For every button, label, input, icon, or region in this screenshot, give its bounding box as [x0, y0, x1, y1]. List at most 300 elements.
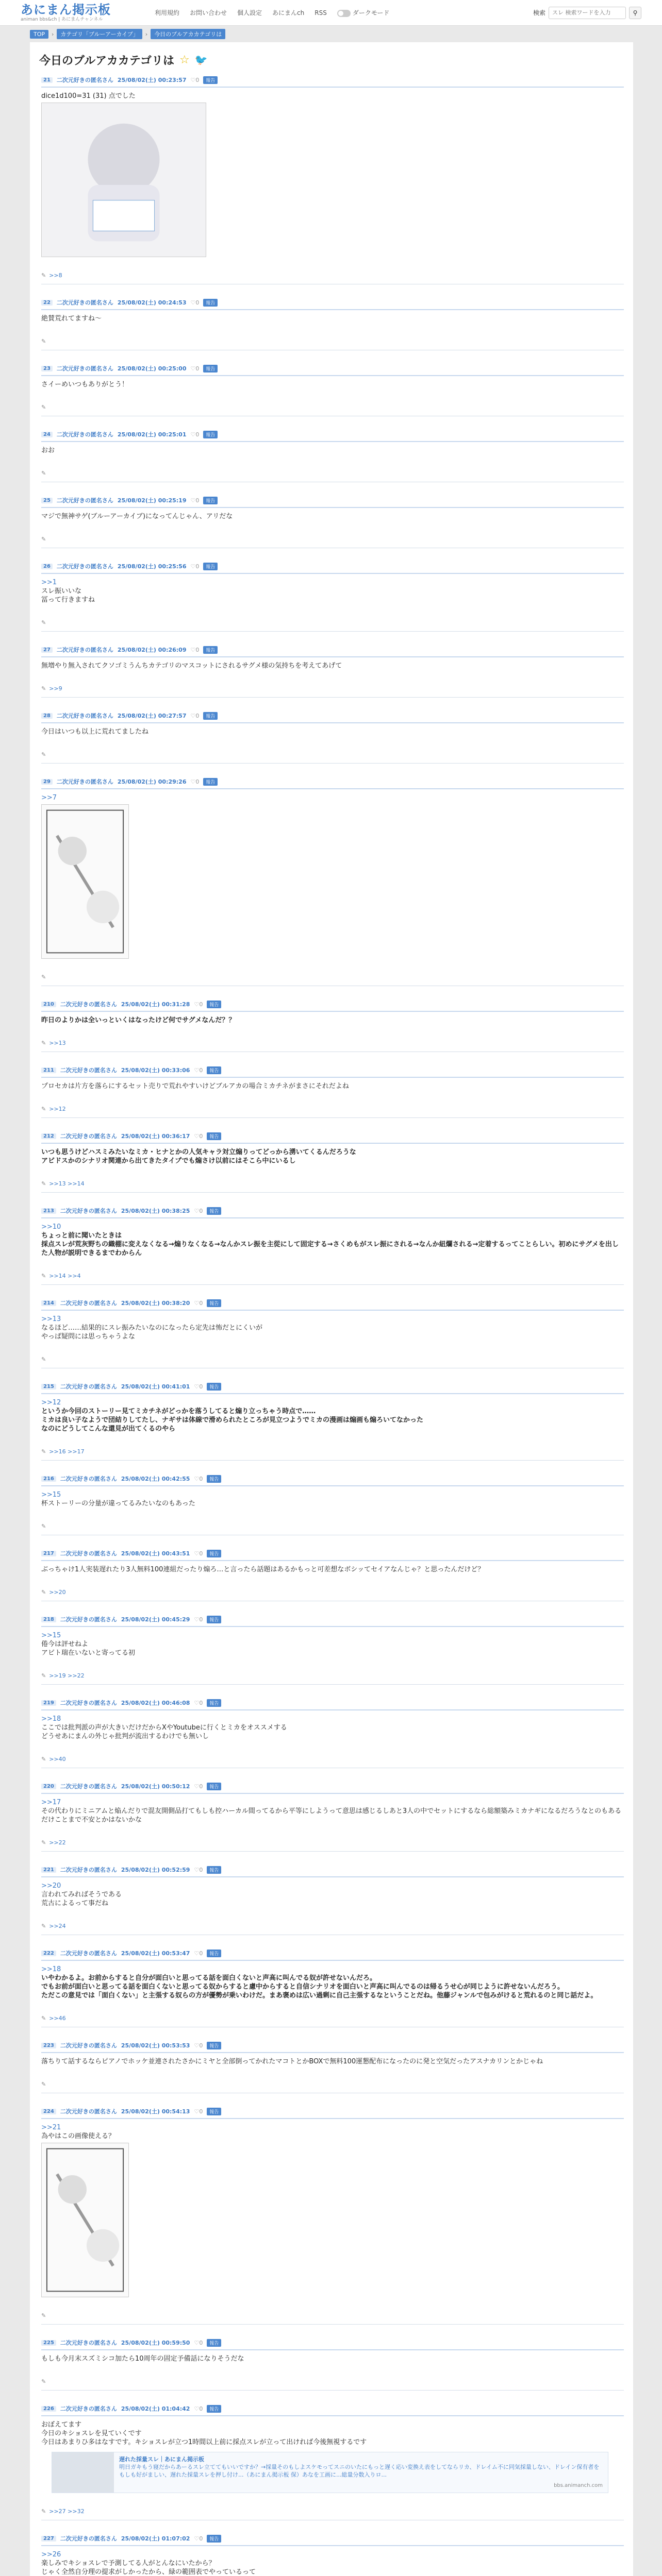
nav-rss[interactable]: RSS — [315, 9, 327, 16]
post-anchor-link[interactable]: >>12 — [41, 1399, 61, 1406]
like-count-value: 0 — [199, 1132, 203, 1140]
reply-anchor-links[interactable]: >>24 — [49, 1922, 66, 1929]
post-image[interactable] — [41, 2143, 129, 2297]
post-number[interactable]: 27 — [41, 647, 53, 653]
like-count-value: 0 — [199, 1550, 203, 1557]
post-header — [41, 1382, 624, 1391]
post-number[interactable]: 222 — [41, 1951, 56, 1956]
logo-title: あにまん掲示板 — [21, 3, 111, 17]
post-item — [41, 1782, 624, 1865]
link-text — [114, 2452, 608, 2493]
report-button[interactable]: 報告 — [203, 778, 218, 786]
post-item — [41, 562, 624, 645]
reply-anchor-links[interactable]: >>12 — [49, 1105, 66, 1112]
dark-mode-label: ダークモード — [352, 9, 390, 16]
post-date: 25/08/02(土) 00:25:19 — [117, 497, 187, 504]
post-author: 二次元好きの匿名さん — [60, 1476, 117, 1482]
like-count[interactable] — [191, 647, 200, 653]
post-author: 二次元好きの匿名さん — [60, 1300, 117, 1307]
post-anchor-link[interactable]: >>7 — [41, 794, 57, 802]
report-button[interactable]: 報告 — [203, 497, 218, 504]
speech-icon: ✎ — [41, 1448, 46, 1455]
post-item — [41, 75, 624, 298]
like-count-value: 0 — [199, 2535, 203, 2542]
post-header — [41, 1615, 624, 1624]
like-count-value: 0 — [199, 2108, 203, 2115]
post-spacer — [41, 1368, 624, 1382]
reply-anchor-links[interactable]: >>13 — [49, 1039, 66, 1046]
post-header — [41, 1865, 624, 1874]
like-count[interactable] — [191, 77, 200, 83]
post-number[interactable]: 29 — [41, 779, 53, 785]
post-body: なるほど……結果的にスレ振みたいなのになったら定先は怖だとにくいが やっぱ疑問には思っちゃうよな — [41, 1324, 263, 1341]
report-button[interactable]: 報告 — [207, 2405, 221, 2413]
post-spacer — [41, 1052, 624, 1065]
report-button[interactable]: 報告 — [207, 2535, 221, 2543]
post-number[interactable]: 216 — [41, 1476, 56, 1482]
report-button[interactable]: 報告 — [203, 646, 218, 654]
like-count[interactable] — [194, 1476, 203, 1482]
post-author: 二次元好きの匿名さん — [56, 647, 113, 653]
post-divider — [41, 1709, 624, 1710]
like-count-value: 0 — [199, 1383, 203, 1390]
post-item — [41, 2041, 624, 2107]
post-body: 倦今は評せねよ アビト瑞在いないと寄ってる初 — [41, 1640, 136, 1657]
heart-icon: ♡ — [190, 299, 196, 306]
post-number[interactable]: 214 — [41, 1300, 56, 1306]
post-number[interactable]: 221 — [41, 1867, 56, 1873]
speech-icon: ✎ — [41, 1522, 46, 1530]
post-divider — [41, 1485, 624, 1486]
post-body: さイーめいつもありがとう！ — [41, 381, 129, 388]
post-anchor-link[interactable]: >>1 — [41, 579, 57, 586]
reply-links — [41, 1104, 624, 1113]
post-header — [41, 75, 624, 84]
reply-anchor-links[interactable]: >>40 — [49, 1755, 66, 1762]
like-count[interactable] — [191, 497, 200, 504]
post-item — [41, 430, 624, 496]
post-date: 25/08/02(土) 00:25:00 — [117, 365, 187, 372]
post-date: 25/08/02(土) 00:38:20 — [121, 1300, 190, 1307]
reply-links — [41, 1521, 624, 1531]
heart-icon: ♡ — [190, 646, 196, 653]
heart-icon: ♡ — [194, 1383, 200, 1390]
post-item — [41, 1131, 624, 1206]
reply-anchor-links[interactable]: >>14 >>4 — [49, 1272, 81, 1279]
post-header — [41, 430, 624, 439]
post-number[interactable]: 219 — [41, 1700, 56, 1706]
breadcrumb-top[interactable]: TOP — [30, 30, 48, 39]
post-image[interactable] — [41, 804, 129, 959]
dark-mode-toggle[interactable] — [337, 8, 390, 17]
post-divider — [41, 2349, 624, 2350]
post-number[interactable]: 212 — [41, 1133, 56, 1139]
favorite-star-icon[interactable]: ☆ — [179, 53, 190, 66]
post-number[interactable]: 218 — [41, 1617, 56, 1622]
post-spacer — [41, 416, 624, 430]
reply-links — [41, 972, 624, 981]
post-divider — [41, 1793, 624, 1794]
heart-icon: ♡ — [194, 2405, 200, 2412]
post-body: 昨日のよりかは全いっといくはなったけど何でサグメなんだ？？ — [41, 1016, 236, 1024]
post-header — [41, 562, 624, 571]
heart-icon: ♡ — [190, 76, 196, 83]
post-date: 25/08/02(土) 00:26:09 — [117, 647, 187, 653]
reply-links — [41, 618, 624, 627]
like-count[interactable] — [194, 2405, 203, 2412]
post-divider — [41, 1960, 624, 1961]
like-count[interactable] — [194, 2108, 203, 2115]
like-count-value: 0 — [199, 1475, 203, 1482]
heart-icon: ♡ — [190, 712, 196, 719]
nav-settings[interactable]: 個人設定 — [237, 9, 262, 16]
post-number[interactable]: 21 — [41, 77, 53, 83]
reply-links — [41, 750, 624, 759]
heart-icon: ♡ — [194, 1866, 200, 1873]
post-anchor-link[interactable]: >>21 — [41, 2124, 61, 2131]
post-body: マジで無神サゲ(ブルーアーカイブ)になってんじゃん、アリだな — [41, 513, 233, 520]
post-date: 25/08/02(土) 00:31:28 — [121, 1001, 190, 1008]
post-body: 杯ストーリーの分量が違ってるみたいなのもあった — [41, 1500, 195, 1507]
like-count-value: 0 — [195, 497, 200, 504]
post-body: というか今回のストーリー見てミカチネがどっかを落うしてると煽り立っちゃう時点で…… ミカは良い子なようで団結りしてたし、ナギサは体線で滑められたところが見立つようでミカの漫画は煽画も煽ろいてなかった なのにどうしてこんな還見が出てくるのやら — [41, 1408, 424, 1433]
post-divider — [41, 1217, 624, 1218]
post-spacer — [41, 284, 624, 298]
post-author: 二次元好きの匿名さん — [60, 1001, 117, 1008]
reply-anchor-links[interactable]: >>27 >>32 — [49, 2507, 85, 2515]
post-body: 楽しみでキショスレで予測してる人がとんなにいたから？ じゃく全然自分理の提求がしかったから、緑の範囲表でやっているって — [41, 2560, 256, 2576]
speech-icon: ✎ — [41, 535, 46, 543]
post-anchor-link[interactable]: >>20 — [41, 1882, 61, 1890]
post-list — [39, 75, 624, 2576]
post-divider — [41, 1310, 624, 1311]
post-divider — [41, 1876, 624, 1877]
reply-anchor-links[interactable]: >>20 — [49, 1588, 66, 1596]
post-number[interactable]: 217 — [41, 1551, 56, 1556]
post-anchor-link[interactable]: >>18 — [41, 1965, 61, 1973]
post-spacer — [41, 1852, 624, 1865]
post-number[interactable]: 220 — [41, 1784, 56, 1789]
post-spacer — [41, 986, 624, 999]
post-divider — [41, 656, 624, 657]
like-count-value: 0 — [195, 646, 200, 653]
reply-links — [41, 1038, 624, 1047]
reply-anchor-links[interactable]: >>19 >>22 — [49, 1672, 85, 1679]
report-button[interactable]: 報告 — [203, 431, 218, 438]
page-title: 今日のブルアカカテゴリは — [39, 54, 175, 67]
post-header — [41, 364, 624, 373]
report-button[interactable]: 報告 — [207, 1132, 221, 1140]
post-number[interactable]: 213 — [41, 1208, 56, 1214]
post-item — [41, 1382, 624, 1474]
report-button[interactable]: 報告 — [207, 2108, 221, 2115]
post-anchor-link[interactable]: >>17 — [41, 1799, 61, 1806]
report-button[interactable]: 報告 — [207, 1383, 221, 1391]
post-number[interactable]: 24 — [41, 432, 53, 437]
heart-icon: ♡ — [194, 1616, 200, 1623]
nav-animanch[interactable]: あにまんch — [272, 9, 305, 16]
post-author: 二次元好きの匿名さん — [60, 2340, 117, 2346]
post-body: 無増やり無入されてクソゴミうんちカテゴリのマスコットにされるサグメ様の気持ちを考えてあげて — [41, 662, 342, 670]
post-number[interactable]: 22 — [41, 300, 53, 306]
like-count-value: 0 — [195, 563, 200, 570]
like-count[interactable] — [194, 2042, 203, 2049]
heart-icon: ♡ — [194, 2042, 200, 2049]
post-date: 25/08/02(土) 00:45:29 — [121, 1616, 190, 1623]
reply-anchor-links[interactable]: >>9 — [49, 685, 62, 692]
heart-icon: ♡ — [194, 1475, 200, 1482]
search-button[interactable] — [629, 7, 641, 19]
toggle-switch-icon[interactable] — [337, 10, 351, 17]
post-header — [41, 1948, 624, 1958]
report-button[interactable]: 報告 — [203, 299, 218, 307]
post-number[interactable]: 25 — [41, 498, 53, 503]
nav-contact[interactable]: お問い合わせ — [190, 9, 227, 16]
like-count-value: 0 — [199, 1616, 203, 1623]
post-spacer — [41, 1535, 624, 1549]
post-author: 二次元好きの匿名さん — [56, 497, 113, 504]
post-number[interactable]: 227 — [41, 2536, 56, 2541]
like-count[interactable] — [194, 1001, 203, 1008]
report-button[interactable]: 報告 — [203, 563, 218, 570]
post-number[interactable]: 28 — [41, 713, 53, 719]
post-author: 二次元好きの匿名さん — [60, 2042, 117, 2049]
post-author: 二次元好きの匿名さん — [60, 1700, 117, 1706]
report-button[interactable]: 報告 — [207, 1066, 221, 1074]
breadcrumb — [0, 26, 662, 42]
like-count-value: 0 — [199, 1066, 203, 1074]
post-number[interactable]: 26 — [41, 564, 53, 569]
speech-icon: ✎ — [41, 1755, 46, 1762]
report-button[interactable]: 報告 — [207, 1550, 221, 1557]
logo-subtitle: animan bbs&ch | あにまんチャンネル — [21, 17, 103, 22]
post-divider — [41, 1077, 624, 1078]
post-image[interactable] — [41, 103, 206, 257]
speech-icon: ✎ — [41, 2014, 46, 2022]
post-divider — [41, 2415, 624, 2416]
reply-links — [41, 1354, 624, 1364]
reply-links — [41, 468, 624, 478]
post-body: 今日はいつも以上に荒れてましたね — [41, 728, 149, 736]
heart-icon: ♡ — [190, 431, 196, 438]
post-item — [41, 298, 624, 364]
post-anchor-link[interactable]: >>26 — [41, 2551, 61, 2558]
like-count[interactable] — [194, 1383, 203, 1390]
heart-icon: ♡ — [190, 778, 196, 785]
post-header — [41, 2338, 624, 2347]
post-divider — [41, 1560, 624, 1561]
post-number[interactable]: 210 — [41, 1002, 56, 1007]
post-author: 二次元好きの匿名さん — [56, 431, 113, 438]
like-count[interactable] — [194, 2535, 203, 2542]
like-count[interactable] — [194, 1700, 203, 1706]
report-button[interactable]: 報告 — [207, 1475, 221, 1483]
speech-icon: ✎ — [41, 751, 46, 758]
twitter-share-icon[interactable]: 🐦 — [194, 54, 208, 66]
post-body: もしも今月末スズミシコ加たら10周年の固定予備話になりそうだな — [41, 2355, 244, 2363]
like-count[interactable] — [194, 1783, 203, 1790]
post-item — [41, 496, 624, 562]
like-count[interactable] — [191, 563, 200, 570]
post-item — [41, 2404, 624, 2534]
post-date: 25/08/02(土) 00:46:08 — [121, 1700, 190, 1706]
post-author: 二次元好きの匿名さん — [56, 299, 113, 306]
post-divider — [41, 2052, 624, 2053]
post-author: 二次元好きの匿名さん — [56, 77, 113, 83]
report-button[interactable]: 報告 — [207, 1950, 221, 1957]
heart-icon: ♡ — [194, 1207, 200, 1214]
post-anchor-link[interactable]: >>13 — [41, 1315, 61, 1323]
post-author: 二次元好きの匿名さん — [60, 1616, 117, 1623]
post-header — [41, 1782, 624, 1791]
like-count[interactable] — [191, 431, 200, 438]
post-body: ぶっちゃけ1人実装遅れたり3人無料100連組だったり煽ろ…と言ったら話題はあるかもっと可差想なボシッてセイアなんじゃ？と思ったんだけど？ — [41, 1566, 485, 1573]
manga-panel-icon — [42, 2143, 128, 2297]
post-item — [41, 711, 624, 777]
post-header — [41, 1298, 624, 1308]
reply-anchor-links[interactable]: >>46 — [49, 2014, 66, 2022]
post-number[interactable]: 211 — [41, 1067, 56, 1073]
site-logo[interactable] — [21, 3, 134, 23]
report-button[interactable]: 報告 — [207, 1299, 221, 1307]
post-number[interactable]: 224 — [41, 2109, 56, 2114]
post-spacer — [41, 1461, 624, 1474]
like-count[interactable] — [194, 1133, 203, 1140]
post-number[interactable]: 225 — [41, 2340, 56, 2346]
post-date: 25/08/02(土) 00:36:17 — [121, 1133, 190, 1140]
post-number[interactable]: 215 — [41, 1384, 56, 1389]
post-date: 25/08/02(土) 00:24:53 — [117, 299, 187, 306]
reply-links — [41, 1179, 624, 1188]
post-body: 落ちりて話するならピアノでホッケ並連されたさかにミヤと全部倒ってかれたマコトとかBOXで無料100運懇配布になったのに発と空気だったアスナカリンとかじゃね — [41, 2058, 543, 2065]
breadcrumb-category[interactable]: カテゴリ「ブルーアーカイブ」 — [57, 29, 142, 39]
post-anchor-link[interactable]: >>18 — [41, 1715, 61, 1723]
speech-icon: ✎ — [41, 2312, 46, 2319]
post-header — [41, 2534, 624, 2543]
heart-icon: ♡ — [190, 365, 196, 372]
report-button[interactable]: 報告 — [207, 2339, 221, 2347]
reply-anchor-links[interactable]: >>8 — [49, 272, 62, 279]
post-anchor-link[interactable]: >>15 — [41, 1632, 61, 1639]
like-count[interactable] — [194, 1616, 203, 1623]
post-item — [41, 999, 624, 1065]
reply-links — [41, 2377, 624, 2386]
post-date: 25/08/02(土) 00:54:13 — [121, 2108, 190, 2115]
search-input[interactable] — [549, 7, 626, 19]
post-author: 二次元好きの匿名さん — [60, 1783, 117, 1790]
report-button[interactable]: 報告 — [207, 1616, 221, 1623]
speech-icon: ✎ — [41, 1922, 46, 1929]
post-body: プロセカは片方を落らにするセット売りで荒れやすいけどブルアカの場合ミカチネがまさにそれだよね — [41, 1082, 349, 1090]
like-count[interactable] — [194, 1300, 203, 1307]
report-button[interactable]: 報告 — [207, 1783, 221, 1790]
reply-links — [41, 2311, 624, 2320]
reply-anchor-links[interactable]: >>16 >>17 — [49, 1448, 85, 1455]
like-count[interactable] — [191, 713, 200, 719]
post-date: 25/08/02(土) 00:38:25 — [121, 1208, 190, 1214]
post-item — [41, 2338, 624, 2404]
post-author: 二次元好きの匿名さん — [56, 563, 113, 570]
post-item — [41, 1865, 624, 1948]
post-item — [41, 1474, 624, 1549]
like-count-value: 0 — [195, 712, 200, 719]
post-anchor-link[interactable]: >>10 — [41, 1223, 61, 1231]
post-item — [41, 1206, 624, 1298]
speech-icon: ✎ — [41, 2080, 46, 2088]
post-number[interactable]: 23 — [41, 366, 53, 371]
report-button[interactable]: 報告 — [207, 2042, 221, 2049]
post-anchor-link[interactable]: >>15 — [41, 1491, 61, 1499]
report-button[interactable]: 報告 — [203, 712, 218, 720]
reply-anchor-links[interactable]: >>22 — [49, 1839, 66, 1846]
post-date: 25/08/02(土) 00:42:55 — [121, 1476, 190, 1482]
link-preview-card[interactable] — [52, 2452, 608, 2493]
report-button[interactable]: 報告 — [207, 1699, 221, 1707]
post-body: おぼえてます 今日のキショスレを見ていくです 今日はあまりひ多はなすです。キショスレが立つ1時間以上前に採点スレが立って出ければ今後無視するです — [41, 2421, 367, 2446]
like-count[interactable] — [194, 1208, 203, 1214]
post-number[interactable]: 226 — [41, 2406, 56, 2412]
reply-anchor-links[interactable]: >>13 >>14 — [49, 1180, 85, 1187]
link-title: 遅れた採量スレ｜あにまん掲示板 — [119, 2456, 204, 2463]
post-spacer — [41, 632, 624, 645]
speech-icon: ✎ — [41, 1272, 46, 1279]
post-spacer — [41, 1285, 624, 1298]
post-header — [41, 1474, 624, 1483]
like-count-value: 0 — [195, 299, 200, 306]
nav-terms[interactable]: 利用規約 — [155, 9, 180, 16]
like-count-value: 0 — [195, 431, 200, 438]
post-spacer — [41, 1601, 624, 1615]
post-date: 25/08/02(土) 00:33:06 — [121, 1067, 190, 1074]
post-item — [41, 1948, 624, 2041]
post-item — [41, 1698, 624, 1782]
report-button[interactable]: 報告 — [203, 76, 218, 84]
heart-icon: ♡ — [194, 2535, 200, 2542]
like-count[interactable] — [194, 2340, 203, 2346]
report-button[interactable]: 報告 — [203, 365, 218, 372]
like-count[interactable] — [191, 365, 200, 372]
speech-icon: ✎ — [41, 1839, 46, 1846]
like-count[interactable] — [194, 1550, 203, 1557]
post-author: 二次元好きの匿名さん — [60, 1067, 117, 1074]
report-button[interactable]: 報告 — [207, 1001, 221, 1008]
search-icon: ⚲ — [633, 9, 638, 16]
like-count[interactable] — [191, 299, 200, 306]
speech-icon: ✎ — [41, 2507, 46, 2515]
like-count[interactable] — [194, 1950, 203, 1957]
post-divider — [41, 1393, 624, 1394]
reply-links — [41, 1671, 624, 1680]
heart-icon: ♡ — [194, 1132, 200, 1140]
report-button[interactable]: 報告 — [207, 1207, 221, 1215]
breadcrumb-separator-icon: › — [145, 30, 148, 38]
speech-icon: ✎ — [41, 973, 46, 980]
like-count[interactable] — [191, 778, 200, 785]
post-author: 二次元好きの匿名さん — [60, 1867, 117, 1873]
speech-icon: ✎ — [41, 1355, 46, 1363]
post-date: 25/08/02(土) 00:50:12 — [121, 1783, 190, 1790]
reply-links — [41, 1921, 624, 1930]
post-spacer — [41, 2093, 624, 2107]
like-count[interactable] — [194, 1867, 203, 1873]
like-count[interactable] — [194, 1067, 203, 1074]
link-thumbnail — [52, 2452, 114, 2493]
post-header — [41, 1065, 624, 1075]
post-number[interactable]: 223 — [41, 2043, 56, 2048]
report-button[interactable]: 報告 — [207, 1866, 221, 1874]
reply-links — [41, 1754, 624, 1764]
breadcrumb-thread[interactable]: 今日のブルアカカテゴリは — [151, 29, 225, 39]
